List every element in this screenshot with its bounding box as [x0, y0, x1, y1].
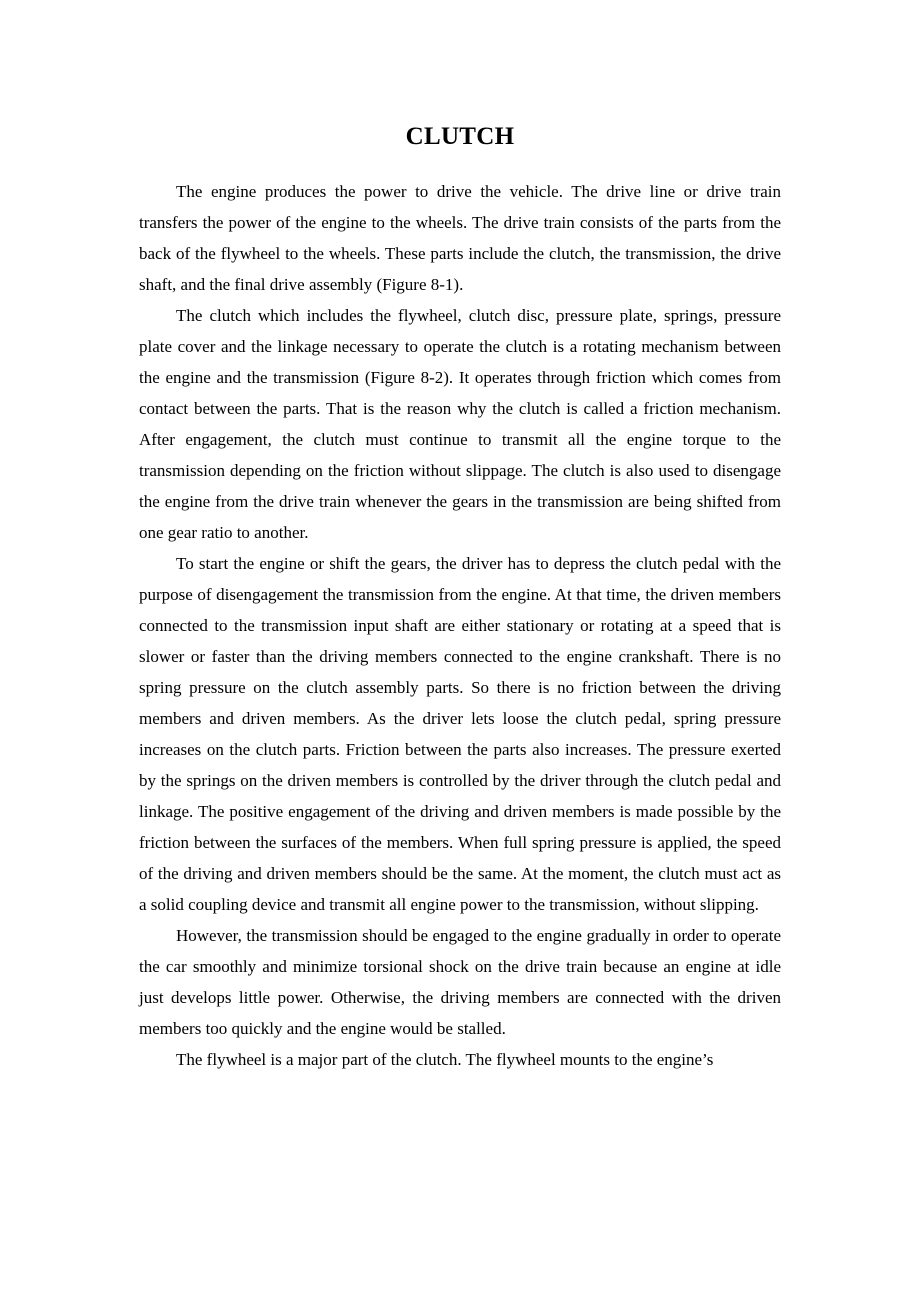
paragraph-clutch-mechanism: The clutch which includes the flywheel, clutch disc, pressure plate, springs, pressure plate cover and the linkage necessary to operate the clutch is a rotating mechanism between the engine and the transmission (Figure 8-2). It operates through friction which comes from contact between the parts. That is the reason why the clutch is called a friction mechanism. After engagement, the clutch must continue to transmit all the engine torque to the transmission depending on the friction without slippage. The clutch is also used to disengage the engine from the drive train whenever the gears in the transmission are being shifted from one gear ratio to another.	[139, 306, 781, 542]
paragraph-flywheel: The flywheel is a major part of the clutch. The flywheel mounts to the engine’s	[176, 1050, 714, 1069]
paragraph-drive-train: The engine produces the power to drive the vehicle. The drive line or drive train transfers the power of the engine to the wheels. The drive train consists of the parts from the back of the flywheel to the wheels. These parts include the clutch, the transmission, the drive shaft, and the final drive assembly (Figure 8-1).	[139, 182, 781, 294]
document-title: CLUTCH	[405, 123, 515, 150]
document-page	[139, 0, 781, 1075]
paragraph-engagement: To start the engine or shift the gears, the driver has to depress the clutch pedal with the purpose of disengagement the transmission from the engine. At that time, the driven members connected to the transmission input shaft are either stationary or rotating at a speed that is slower or faster than the driving members connected to the engine crankshaft. There is no spring pressure on the clutch assembly parts. So there is no friction between the driving members and driven members. As the driver lets loose the clutch pedal, spring pressure increases on the clutch parts. Friction between the parts also increases. The pressure exerted by the springs on the driven members is controlled by the driver through the clutch pedal and linkage. The positive engagement of the driving and driven members is made possible by the friction between the surfaces of the members. When full spring pressure is applied, the speed of the driving and driven members should be the same. At the moment, the clutch must act as a solid coupling device and transmit all engine power to the transmission, without slipping.	[139, 554, 781, 914]
paragraph-gradual-engagement: However, the transmission should be engaged to the engine gradually in order to operate the car smoothly and minimize torsional shock on the drive train because an engine at idle just develops little power. Otherwise, the driving members are connected with the driven members too quickly and the engine would be stalled.	[139, 926, 781, 1038]
document-body	[139, 176, 781, 1075]
